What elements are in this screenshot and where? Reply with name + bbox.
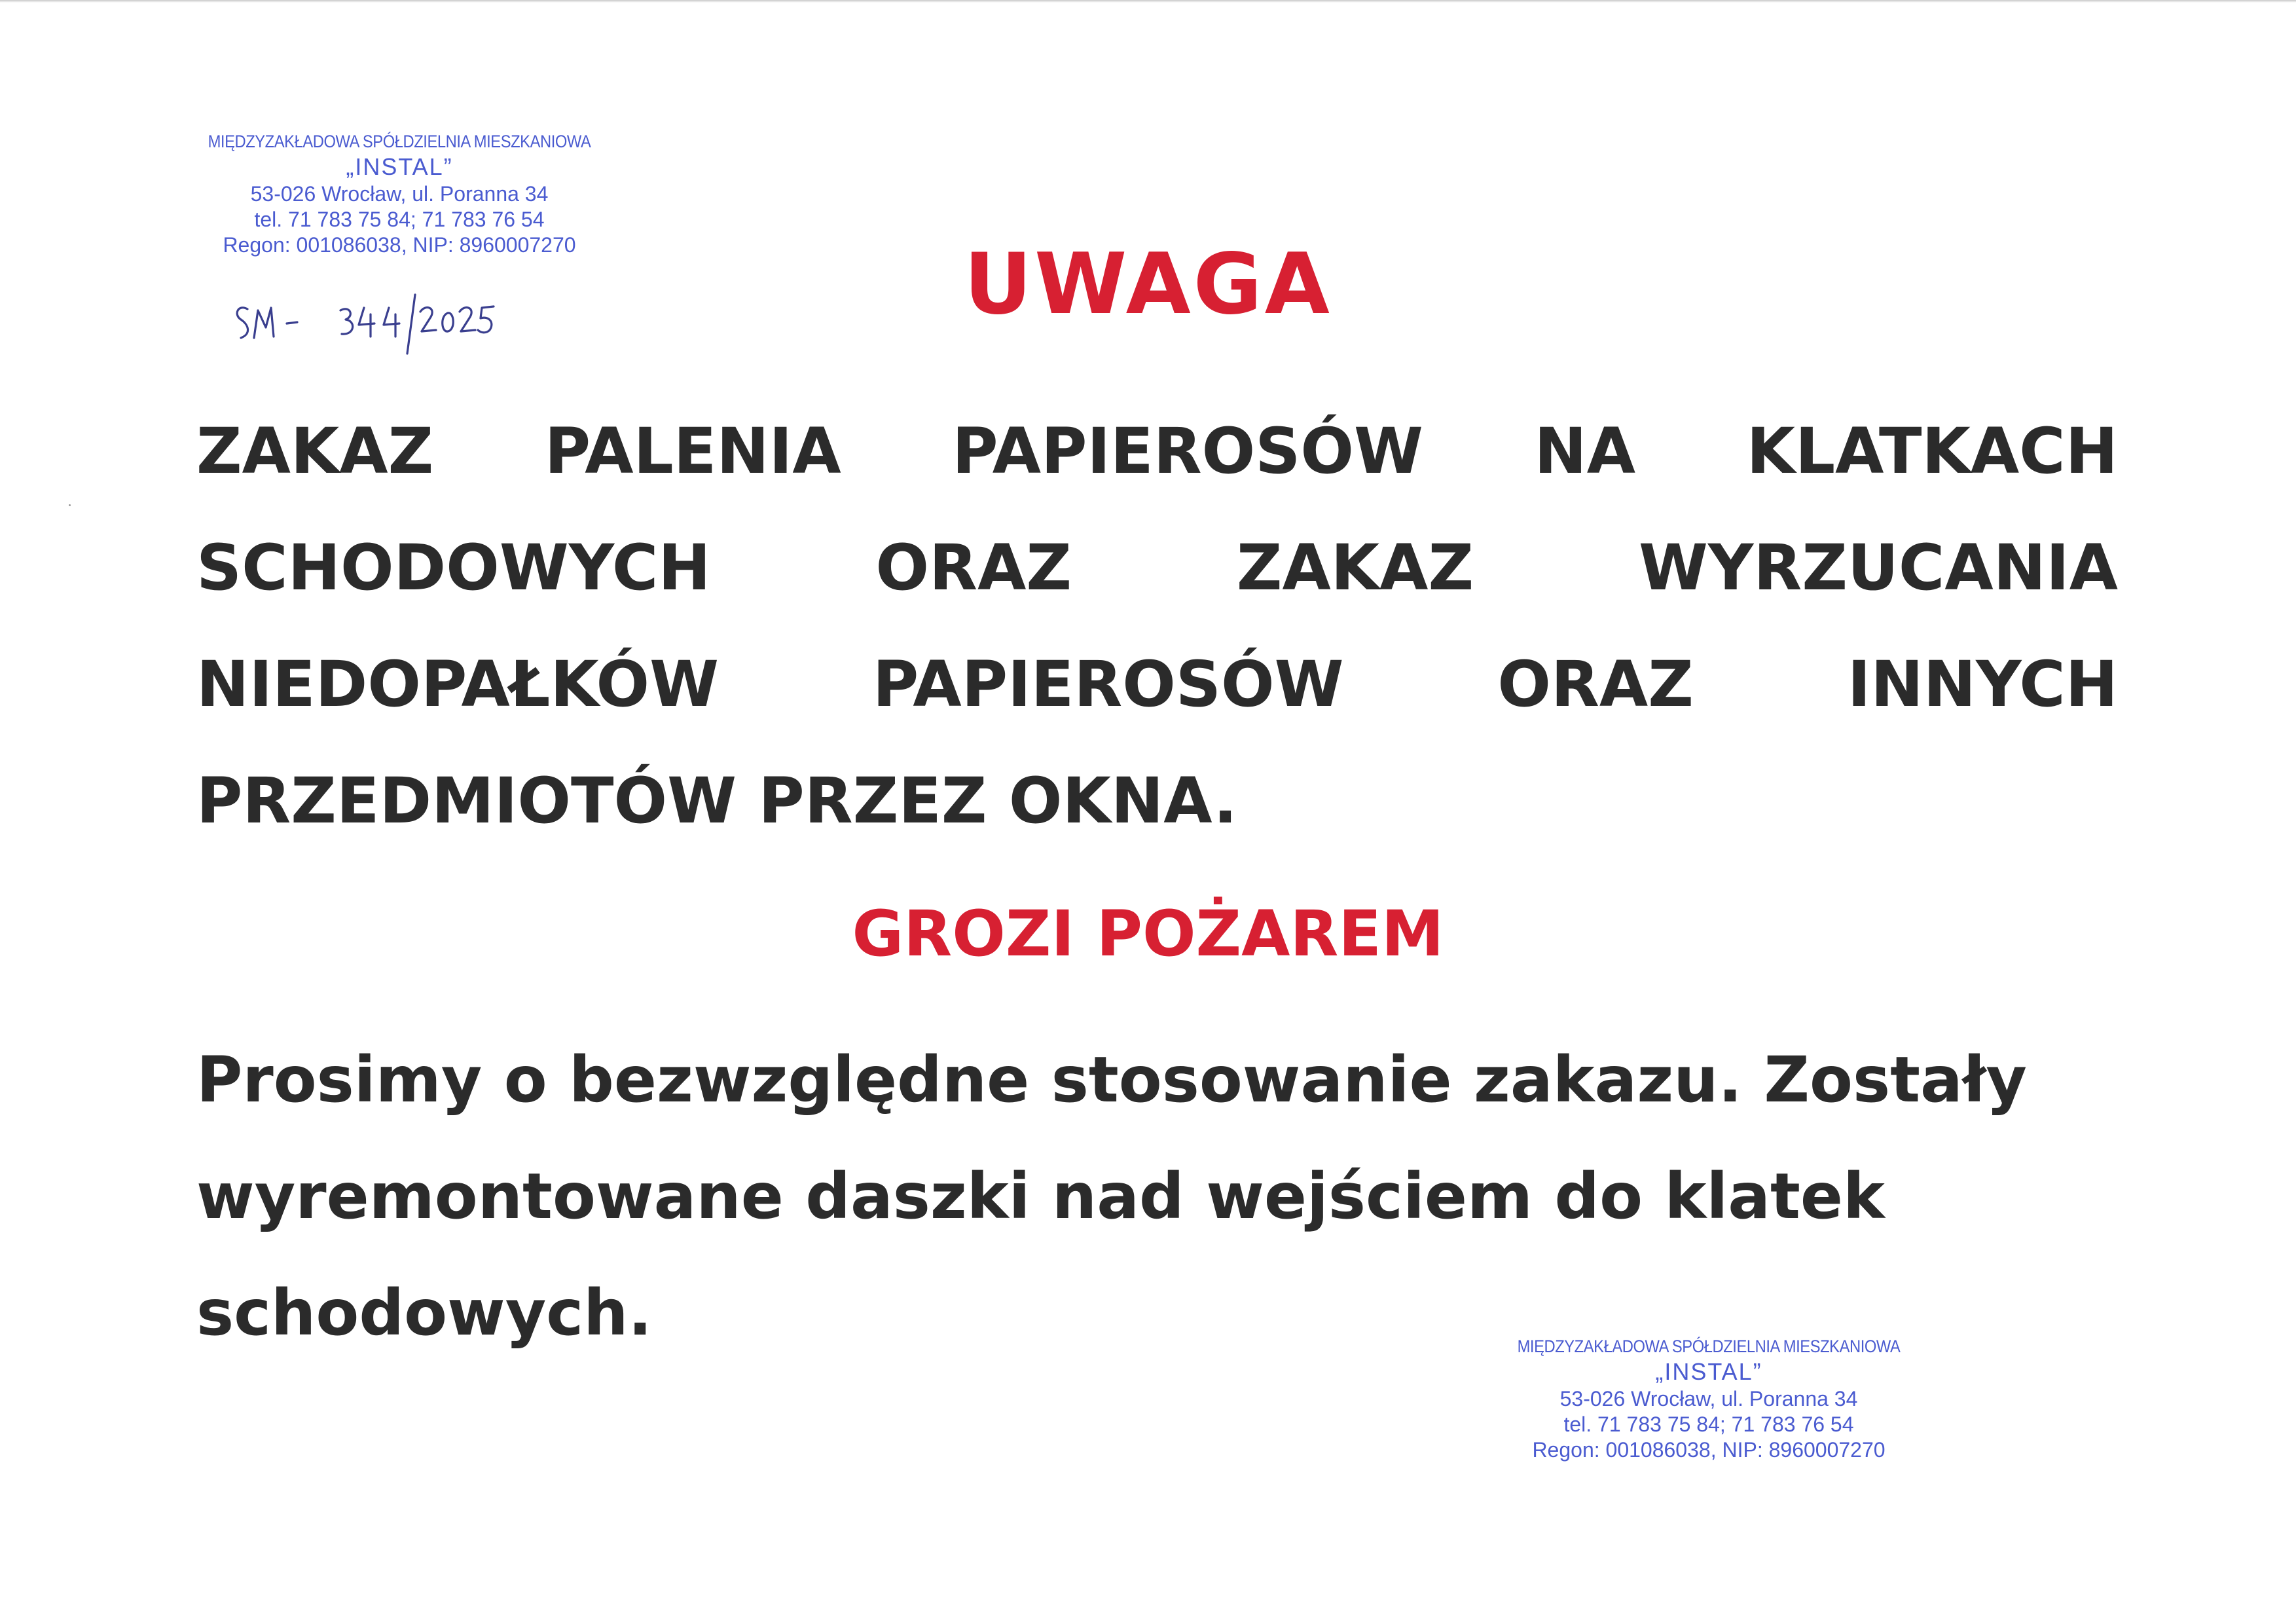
stamp-org-name: MIĘDZYZAKŁADOWA SPÓŁDZIELNIA MIESZKANIOWA [1517, 1337, 1901, 1356]
request-paragraph [196, 1022, 2134, 1371]
warning-line [196, 509, 2118, 626]
warning-word: PAPIEROSÓW [872, 648, 1344, 721]
warning-line [196, 393, 2118, 509]
warning-word: ORAZ [1497, 648, 1694, 721]
warning-word: NA [1534, 415, 1636, 488]
scan-speck [69, 504, 71, 506]
warning-text [196, 393, 2118, 859]
warning-word: PALENIA [544, 415, 841, 488]
paragraph-line: schodowych. [196, 1276, 652, 1350]
warning-word: WYRZUCANIA [1638, 531, 2118, 604]
stamp-address: 53-026 Wrocław, ul. Poranna 34 [250, 181, 549, 206]
stamp-org-short: „INSTAL” [1655, 1357, 1762, 1385]
warning-word: ZAKAZ [196, 415, 434, 488]
stamp-org-short: „INSTAL” [346, 153, 453, 180]
warning-word: KLATKACH [1746, 415, 2118, 488]
warning-word: PRZEDMIOTÓW PRZEZ OKNA. [196, 764, 1237, 838]
stamp-org-name: MIĘDZYZAKŁADOWA SPÓŁDZIELNIA MIESZKANIOWA [208, 132, 591, 151]
notice-title: UWAGA [964, 236, 1332, 333]
stamp-phone: tel. 71 783 75 84; 71 783 76 54 [1563, 1412, 1854, 1436]
scan-edge [0, 0, 2296, 3]
warning-word: ZAKAZ [1236, 531, 1474, 604]
warning-line [196, 743, 2118, 859]
fire-hazard-heading: GROZI POŻAREM [852, 897, 1444, 970]
warning-word: NIEDOPAŁKÓW [196, 648, 719, 721]
warning-word: INNYCH [1847, 648, 2118, 721]
warning-line [196, 626, 2118, 743]
warning-word: SCHODOWYCH [196, 531, 711, 604]
stamp-phone: tel. 71 783 75 84; 71 783 76 54 [254, 207, 545, 231]
paragraph-line: Prosimy o bezwzględne stosowanie zakazu. Zostały [196, 1043, 2027, 1116]
warning-word: PAPIEROSÓW [952, 415, 1423, 488]
cooperative-stamp-bottom [1480, 1336, 1938, 1463]
warning-word: ORAZ [875, 531, 1072, 604]
paragraph-line: wyremontowane daszki nad wejściem do klatek [196, 1160, 1885, 1233]
stamp-regon-nip: Regon: 001086038, NIP: 8960007270 [223, 232, 576, 257]
stamp-regon-nip: Regon: 001086038, NIP: 8960007270 [1532, 1437, 1886, 1462]
stamp-address: 53-026 Wrocław, ul. Poranna 34 [1559, 1386, 1858, 1411]
